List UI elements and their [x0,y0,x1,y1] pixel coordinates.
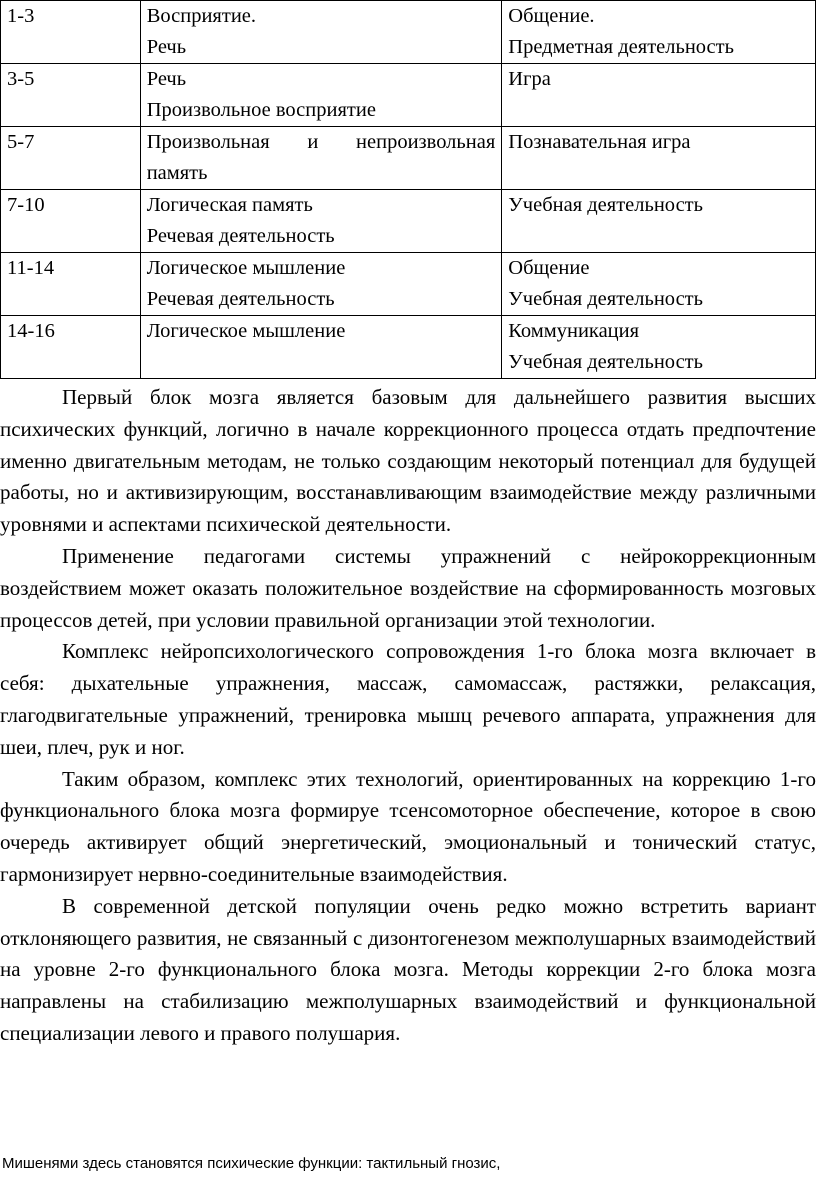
body-text [0,382,816,1050]
table-row [1,127,816,190]
age-cell: 7-10 [1,190,141,253]
activities-cell: Общение. Предметная деятельность [502,1,816,64]
development-table [0,0,816,379]
paragraph: Таким образом, комплекс этих технологий, ориентированных на коррекцию 1-го функционального блока мозга формируе тсенсомоторное обеспечение, которое в свою очередь активирует общий энергетический, эмоциональный и тонический статус, гармонизирует нервно-соединительные взаимодействия. [0,766,816,886]
age-cell: 1-3 [1,1,141,64]
paragraph: Применение педагогами системы упражнений с нейрокоррекционным воздействием может оказать положительное воздействие на сформированность мозговых процессов детей, при условии правильной организации этой технологии. [0,543,816,632]
activities-cell: Учебная деятельность [502,190,816,253]
functions-cell: Речь Произвольное восприятие [140,64,502,127]
functions-cell: Логическая память Речевая деятельность [140,190,502,253]
footer-line: Мишенями здесь становятся психические функции: тактильный гнозис, [2,1155,501,1172]
activities-cell: Познавательная игра [502,127,816,190]
age-cell: 5-7 [1,127,141,190]
table-row [1,316,816,379]
table-row [1,1,816,64]
functions-cell: Произвольная и непроизвольная память [140,127,502,190]
paragraph: Первый блок мозга является базовым для дальнейшего развития высших психических функций, логично в начале коррекционного процесса отдать предпочтение именно двигательным методам, не только создающим некоторый потенциал для будущей работы, но и активизирующим, восстанавливающим взаимодействие между различными уровнями и аспектами психической деятельности. [0,385,816,537]
table-row [1,253,816,316]
age-cell: 11-14 [1,253,141,316]
table-row [1,190,816,253]
age-cell: 14-16 [1,316,141,379]
activities-cell: Общение Учебная деятельность [502,253,816,316]
age-cell: 3-5 [1,64,141,127]
activities-cell: Коммуникация Учебная деятельность [502,316,816,379]
functions-cell: Логическое мышление Речевая деятельность [140,253,502,316]
paragraph: Комплекс нейропсихологического сопровождения 1-го блока мозга включает в себя: дыхательные упражнения, массаж, самомассаж, растяжки, релаксация, глагодвигательные упражнений, тренировка мышц речевого аппарата, упражнения для шеи, плеч, рук и ног. [0,639,816,759]
functions-cell: Восприятие. Речь [140,1,502,64]
paragraph: В современной детской популяции очень редко можно встретить вариант отклоняющего развития, не связанный с дизонтогенезом межполушарных взаимодействий на уровне 2-го функционального блока мозга. Методы коррекции 2-го блока мозга направлены на стабилизацию межполушарных взаимодействий и функциональной специализации левого и правого полушария. [0,893,816,1045]
activities-cell: Игра [502,64,816,127]
functions-cell: Логическое мышление [140,316,502,379]
table-row [1,64,816,127]
